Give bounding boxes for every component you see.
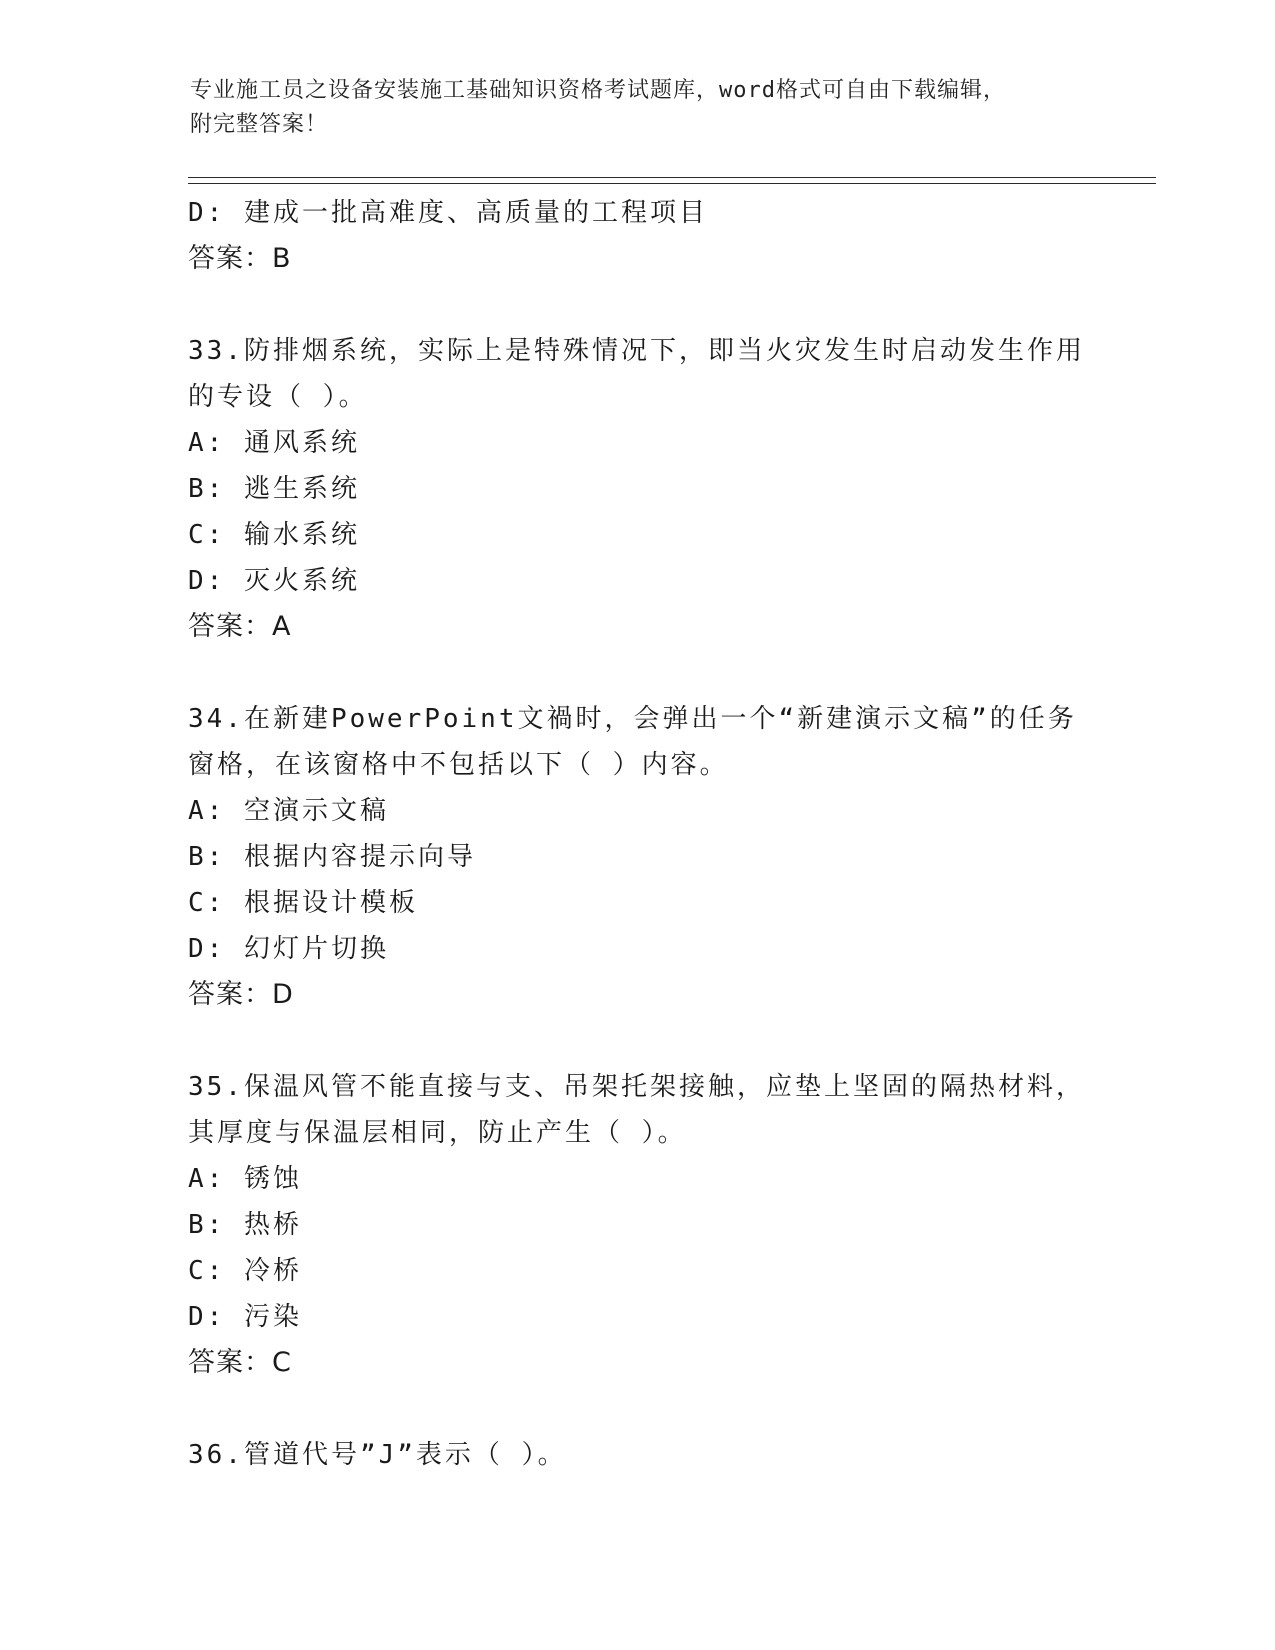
answer: 答案：A <box>188 611 292 642</box>
question-35 <box>188 1064 1118 1386</box>
header-line-1: 专业施工员之设备安装施工基础知识资格考试题库，word格式可自由下载编辑， <box>190 78 1006 103</box>
spacer <box>188 1018 1118 1064</box>
option-d: D: 幻灯片切换 <box>188 934 389 964</box>
question-stem-line-2: 的专设（ ）。 <box>188 382 368 412</box>
question-stem-line-1: 33.防排烟系统，实际上是特殊情况下，即当火灾发生时启动发生作用 <box>188 336 1085 366</box>
answer: 答案：B <box>188 243 292 274</box>
spacer <box>188 650 1118 696</box>
header-line-2: 附完整答案！ <box>190 112 329 137</box>
option-c: C: 输水系统 <box>188 520 360 550</box>
answer: 答案：C <box>188 1347 292 1378</box>
question-stem-line-2: 其厚度与保温层相同，防止产生（ ）。 <box>188 1118 687 1148</box>
option-c: C: 冷桥 <box>188 1256 302 1286</box>
option-a: A: 锈蚀 <box>188 1164 302 1194</box>
option-a: A: 通风系统 <box>188 428 360 458</box>
question-34 <box>188 696 1118 1018</box>
answer: 答案：D <box>188 979 294 1010</box>
question-36 <box>188 1432 1118 1478</box>
question-stem-line-1: 35.保温风管不能直接与支、吊架托架接触，应垫上坚固的隔热材料， <box>188 1072 1085 1102</box>
option-b: B: 根据内容提示向导 <box>188 842 476 872</box>
question-list <box>188 190 1118 1478</box>
spacer <box>188 1386 1118 1432</box>
option-d: D: 建成一批高难度、高质量的工程项目 <box>188 198 708 228</box>
option-a: A: 空演示文稿 <box>188 796 389 826</box>
question-stem-line-1: 36.管道代号”J”表示（ ）。 <box>188 1440 567 1470</box>
option-d: D: 污染 <box>188 1302 302 1332</box>
header-note <box>190 74 1090 142</box>
option-b: B: 热桥 <box>188 1210 302 1240</box>
header-divider-top <box>188 177 1156 178</box>
header-divider-bottom <box>188 183 1156 184</box>
spacer <box>188 282 1118 328</box>
option-c: C: 根据设计模板 <box>188 888 418 918</box>
question-stem-line-1: 34.在新建PowerPoint文禍时，会弹出一个“新建演示文稿”的任务 <box>188 704 1077 734</box>
question-stem-line-2: 窗格，在该窗格中不包括以下（ ）内容。 <box>188 750 729 780</box>
question-33 <box>188 328 1118 650</box>
option-b: B: 逃生系统 <box>188 474 360 504</box>
option-d: D: 灭火系统 <box>188 566 360 596</box>
